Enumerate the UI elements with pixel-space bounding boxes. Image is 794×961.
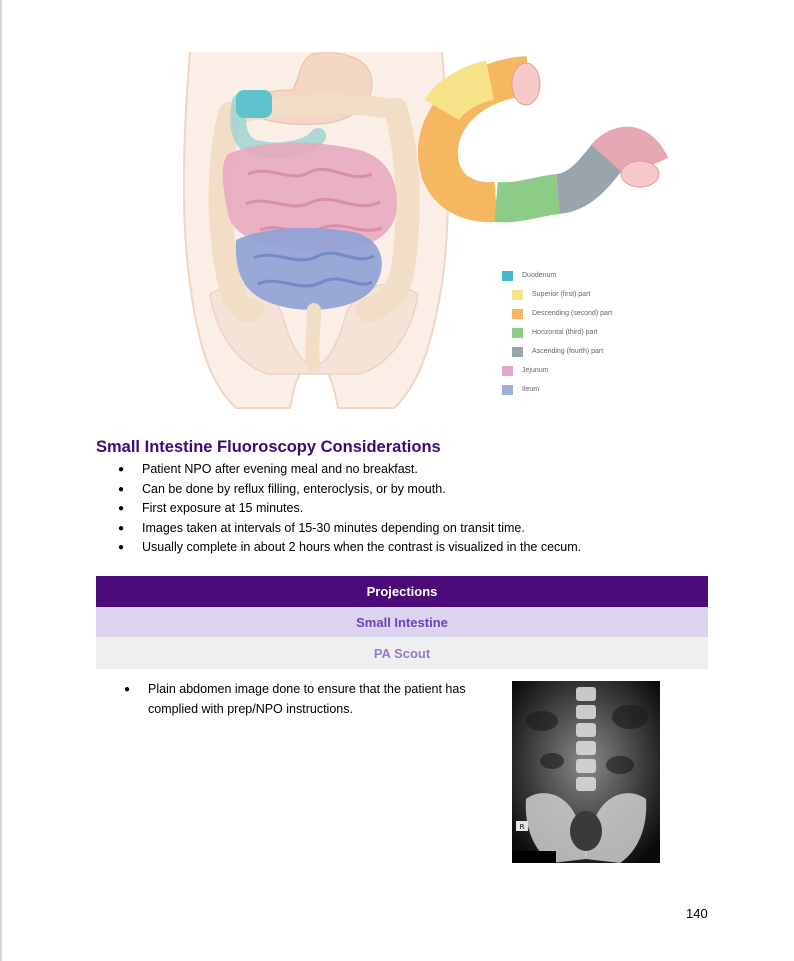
xray-illustration: [512, 681, 660, 863]
legend-label: Ileum: [522, 386, 540, 393]
table-subheader: Small Intestine: [96, 607, 708, 637]
legend-label: Horizontal (third) part: [532, 329, 598, 336]
legend-item: [502, 323, 612, 342]
projection-title: PA Scout: [96, 637, 708, 669]
list-item: ● First exposure at 15 minutes.: [118, 499, 581, 519]
legend-label: Duodenum: [522, 272, 557, 279]
table-header: Projections: [96, 576, 708, 607]
xray-image: [512, 681, 660, 863]
legend-swatch: [512, 290, 523, 300]
list-item: ● Can be done by reflux filling, enteroclysis, or by mouth.: [118, 480, 581, 500]
legend-swatch: [512, 328, 523, 338]
legend-swatch: [502, 385, 513, 395]
anatomy-figure: [150, 44, 670, 414]
scout-description-text: Plain abdomen image done to ensure that the patient has complied with prep/NPO instructions.: [148, 682, 466, 716]
legend-swatch: [502, 271, 513, 281]
legend-label: Superior (first) part: [532, 291, 591, 298]
side-marker: R: [519, 823, 525, 831]
legend-swatch: [512, 347, 523, 357]
legend-item: [502, 266, 612, 285]
list-item: ● Usually complete in about 2 hours when the contrast is visualized in the cecum.: [118, 538, 581, 558]
scout-description: [124, 680, 498, 719]
list-item: ● Patient NPO after evening meal and no breakfast.: [118, 460, 581, 480]
legend-label: Ascending (fourth) part: [532, 348, 604, 355]
legend-item: [502, 285, 612, 304]
page-edge: [0, 0, 2, 961]
projections-table: [96, 576, 708, 669]
page-number: 140: [686, 906, 708, 921]
legend-swatch: [502, 366, 513, 376]
legend-label: Descending (second) part: [532, 310, 613, 317]
legend-label: Jejunum: [522, 367, 549, 374]
legend-item: [502, 380, 612, 399]
legend-item: [502, 342, 612, 361]
legend-item: [502, 304, 612, 323]
considerations-list: [118, 460, 581, 558]
list-item: ● Images taken at intervals of 15-30 minutes depending on transit time.: [118, 519, 581, 539]
anatomy-legend: [502, 266, 612, 399]
legend-item: [502, 361, 612, 380]
section-title: Small Intestine Fluoroscopy Considerations: [96, 438, 441, 456]
legend-swatch: [512, 309, 523, 319]
bullet-dot: ●: [124, 684, 131, 695]
